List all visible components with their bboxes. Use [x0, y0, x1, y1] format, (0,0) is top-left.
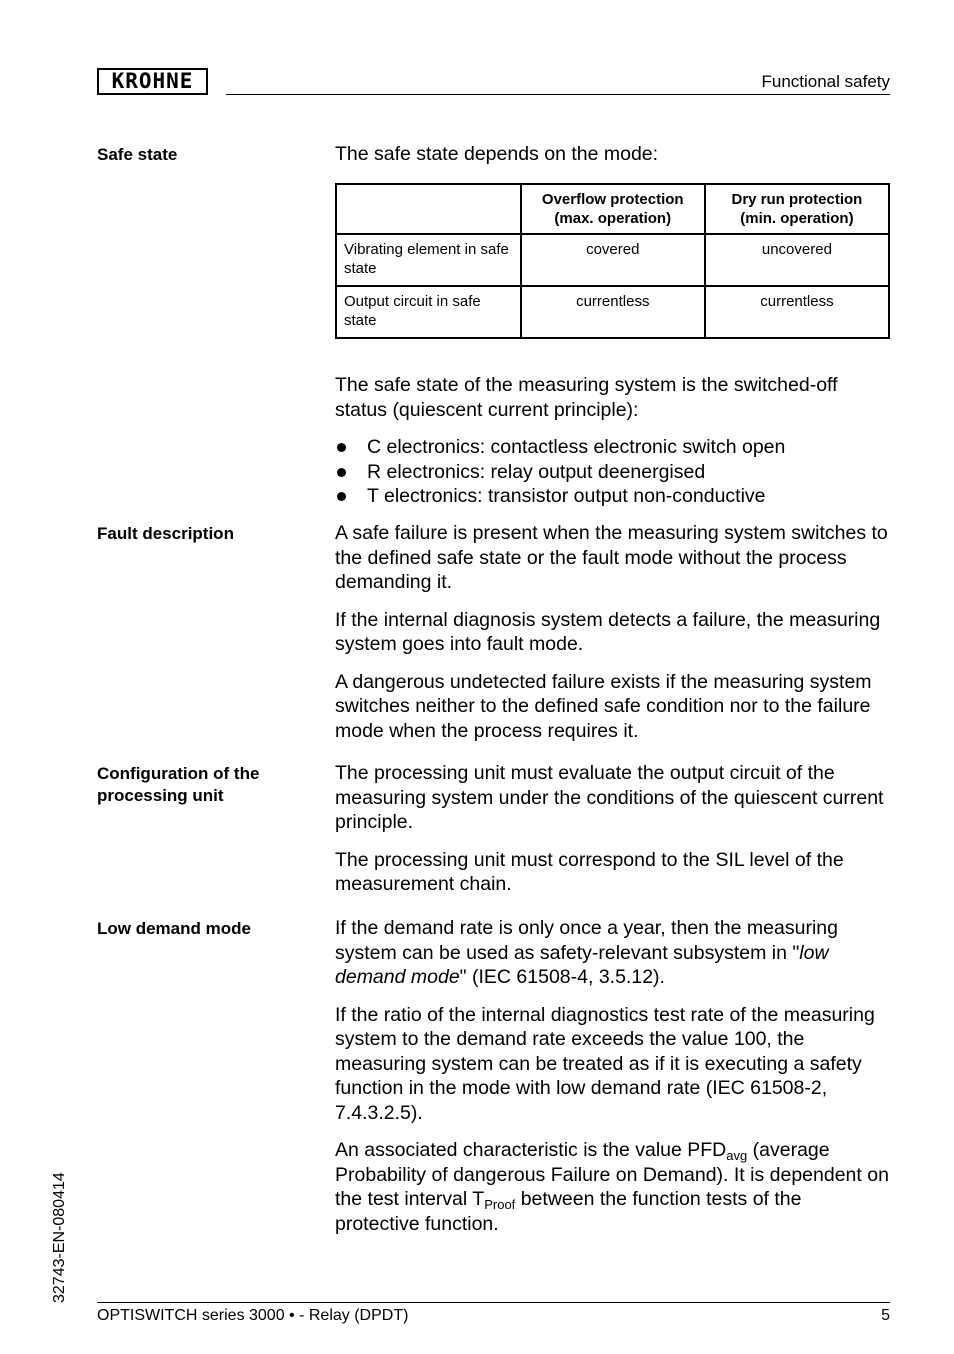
column-label-line: (max. operation) [554, 210, 672, 227]
text-run: An associated characteristic is the value PFD [335, 1139, 727, 1161]
fault-description-body [335, 521, 891, 743]
paragraph: If the ratio of the internal diagnostics test rate of the measuring system to the demand rate exceeds the value 100, the measuring system can be treated as if it is executing a safety function in the mode with low demand rate (IEC 61508-2, 7.4.3.2.5). [335, 1003, 875, 1124]
table-row [336, 286, 889, 338]
list-item-text: R electronics: relay output deenergised [367, 460, 706, 483]
electronics-list [335, 435, 891, 509]
heading-line: Configuration of the [97, 764, 260, 783]
table-cell: uncovered [705, 234, 889, 286]
paragraph: The processing unit must evaluate the output circuit of the measuring system under the conditions of the quiescent current principle. [335, 762, 884, 833]
table-header-cell [336, 184, 521, 234]
list-item-text: T electronics: transistor output non-conductive [367, 485, 766, 507]
subscript: avg [726, 1148, 748, 1163]
safe-state-table [335, 183, 890, 339]
paragraph: A dangerous undetected failure exists if the measuring system switches neither to the defined safe condition nor to the failure mode when the process requires it. [335, 670, 872, 742]
list-item [335, 460, 891, 485]
low-demand-body [335, 916, 891, 1236]
safe-state-heading: Safe state [97, 145, 178, 164]
text-run: between the function tests of the protective function. [335, 1188, 802, 1235]
text-run: If the demand rate is only once a year, then the measuring system can be used as safety-relevant subsystem in " [335, 917, 838, 964]
page-number: 5 [881, 1307, 890, 1324]
document-id: 32743-EN-080414 [51, 1172, 68, 1303]
header-rule [226, 94, 890, 95]
fault-description-heading: Fault description [97, 524, 234, 543]
low-demand-heading: Low demand mode [97, 919, 251, 938]
text-run: " (IEC 61508-4, 3.5.12). [459, 966, 665, 988]
paragraph [335, 916, 891, 990]
table-cell: Vibrating element in safe state [336, 234, 521, 286]
table-header-cell [705, 184, 889, 234]
krohne-logo: KROHNE [97, 68, 208, 95]
column-label-line: (min. operation) [740, 210, 854, 227]
column-label-line: Dry run protection [731, 191, 863, 208]
paragraph: The processing unit must correspond to the SIL level of the measurement chain. [335, 848, 844, 895]
paragraph: A safe failure is present when the measuring system switches to the defined safe state or the fault mode without the process demanding it. [335, 522, 888, 593]
heading-line: processing unit [97, 786, 224, 805]
table-cell: currentless [521, 286, 705, 338]
header-section-title: Functional safety [761, 72, 890, 91]
footer-product: OPTISWITCH series 3000 • - Relay (DPDT) [97, 1307, 409, 1324]
italic-term: low demand mode [335, 941, 829, 988]
safe-state-system-text: The safe state of the measuring system is the switched-off status (quiescent current principle): [335, 374, 838, 421]
paragraph [335, 1138, 891, 1236]
table-header-row [336, 184, 889, 234]
paragraph: If the internal diagnosis system detects a failure, the measuring system goes into fault mode. [335, 608, 881, 655]
configuration-body [335, 761, 891, 897]
list-item-text: C electronics: contactless electronic switch open [367, 436, 786, 458]
list-item [335, 435, 891, 460]
text-run: (average Probability of dangerous Failure on Demand). It is dependent on the test interval T [335, 1139, 889, 1210]
table-header-cell [521, 184, 705, 234]
footer-rule [97, 1302, 890, 1303]
bullet-icon [337, 468, 346, 477]
table-row [336, 234, 889, 286]
table-cell: covered [521, 234, 705, 286]
safe-state-body [335, 373, 891, 509]
column-label-line: Overflow protection [541, 191, 684, 208]
bullet-icon [337, 492, 346, 501]
list-item [335, 484, 891, 509]
bullet-icon [337, 443, 346, 452]
table-cell: Output circuit in safe state [336, 286, 521, 338]
safe-state-intro: The safe state depends on the mode: [335, 143, 659, 165]
configuration-heading [97, 763, 259, 807]
subscript: Proof [484, 1197, 516, 1212]
table-cell: currentless [705, 286, 889, 338]
